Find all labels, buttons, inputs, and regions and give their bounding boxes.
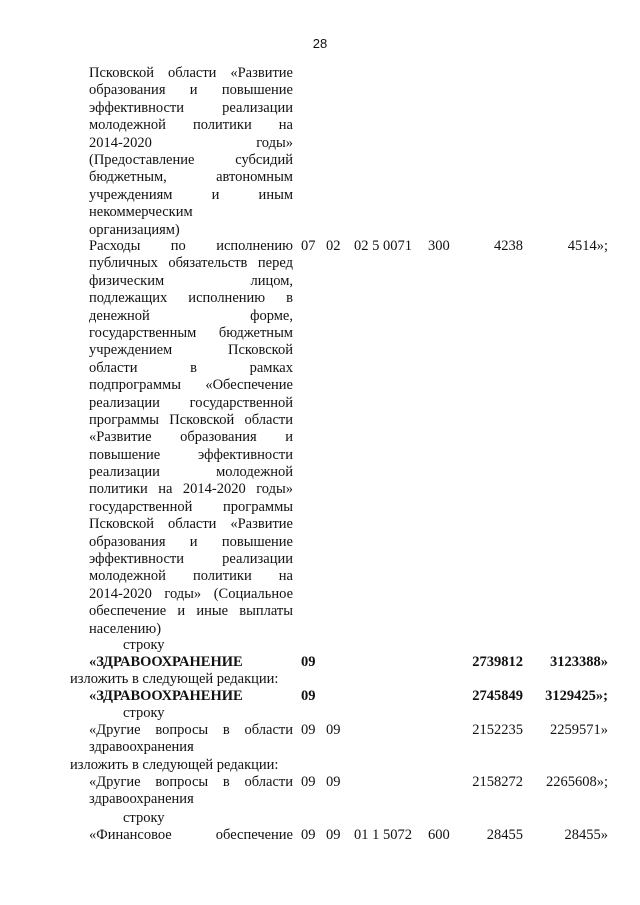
other-old-label xyxy=(89,722,293,757)
edit-instruction-1: изложить в следующей редакции: xyxy=(70,671,279,687)
block1-line: молодежной политики на xyxy=(89,117,293,134)
health-new-rz: 09 xyxy=(301,688,316,704)
health-old-label: «ЗДРАВООХРАНЕНИЕ xyxy=(89,654,243,670)
block2-line: обеспечение и иные выплаты xyxy=(89,603,293,620)
block2-rz: 07 xyxy=(301,238,316,254)
block2-line: эффективности реализации xyxy=(89,551,293,568)
block2-line: государственной программы xyxy=(89,498,293,515)
block2-line: учреждением Псковской xyxy=(89,342,293,359)
block2-line: государственным бюджетным xyxy=(89,324,293,341)
finance-vr: 600 xyxy=(428,827,450,843)
block2-line: Расходы по исполнению xyxy=(89,238,293,254)
block2-line: подлежащих исполнению в xyxy=(89,290,293,307)
block2-line: политики на 2014-2020 годы» xyxy=(89,481,293,498)
block1-line: 2014-2020 годы» xyxy=(89,134,293,151)
finance-line: «Финансовое обеспечение xyxy=(89,827,293,843)
other-new-value-1: 2158272 xyxy=(472,774,523,790)
block1-description xyxy=(89,65,293,239)
block2-line: подпрограммы «Обеспечение xyxy=(89,377,293,394)
finance-label xyxy=(89,827,293,844)
health-new-label: «ЗДРАВООХРАНЕНИЕ xyxy=(89,688,243,704)
block1-line: (Предоставление субсидий xyxy=(89,151,293,168)
block2-description xyxy=(89,238,293,638)
finance-value-2: 28455» xyxy=(564,827,608,843)
stroku-label-3: строку xyxy=(123,810,165,826)
block2-line: физическим лицом, xyxy=(89,272,293,289)
block2-pr: 02 xyxy=(326,238,341,254)
other-old-line-1: «Другие вопросы в области xyxy=(89,722,293,738)
block2-line: молодежной политики на xyxy=(89,568,293,585)
block2-line: реализации молодежной xyxy=(89,464,293,481)
other-old-value-1: 2152235 xyxy=(472,722,523,738)
health-old-rz: 09 xyxy=(301,654,316,670)
other-old-value-2: 2259571» xyxy=(550,722,608,738)
finance-rz: 09 xyxy=(301,827,316,843)
block2-line: реализации государственной xyxy=(89,394,293,411)
block2-line: Псковской области «Развитие xyxy=(89,516,293,533)
stroku-label-2: строку xyxy=(123,705,165,721)
block1-line: Псковской области «Развитие xyxy=(89,65,293,81)
block2-line: повышение эффективности xyxy=(89,446,293,463)
health-old-value-1: 2739812 xyxy=(472,654,523,670)
other-new-line-1: «Другие вопросы в области xyxy=(89,774,293,790)
block2-line: образования и повышение xyxy=(89,533,293,550)
block1-line: бюджетным, автономным xyxy=(89,169,293,186)
other-new-rz: 09 xyxy=(301,774,316,790)
stroku-label-1: строку xyxy=(123,637,165,653)
other-new-line-2: здравоохранения xyxy=(89,791,194,808)
block1-line: некоммерческим xyxy=(89,204,193,221)
finance-value-1: 28455 xyxy=(486,827,523,843)
other-old-pr: 09 xyxy=(326,722,341,738)
page-number: 28 xyxy=(312,36,328,51)
block1-line: образования и повышение xyxy=(89,82,293,99)
block2-line: населению) xyxy=(89,620,162,637)
block2-line: программы Псковской области xyxy=(89,411,293,428)
health-old-value-2: 3123388» xyxy=(550,654,608,670)
other-new-value-2: 2265608»; xyxy=(545,774,608,790)
block2-vr: 300 xyxy=(428,238,450,254)
block2-csr: 02 5 0071 xyxy=(354,238,412,254)
block1-line: учреждениям и иным xyxy=(89,186,293,203)
block2-line: денежной форме, xyxy=(89,307,293,324)
finance-pr: 09 xyxy=(326,827,341,843)
other-old-line-2: здравоохранения xyxy=(89,739,194,756)
health-new-value-1: 2745849 xyxy=(472,688,523,704)
block2-line: публичных обязательств перед xyxy=(89,255,293,272)
edit-instruction-2: изложить в следующей редакции: xyxy=(70,757,279,773)
other-old-rz: 09 xyxy=(301,722,316,738)
other-new-label xyxy=(89,774,293,809)
block1-line: организациям) xyxy=(89,221,180,238)
health-new-value-2: 3129425»; xyxy=(545,688,608,704)
block2-line: 2014-2020 годы» (Социальное xyxy=(89,585,293,602)
block2-line: «Развитие образования и xyxy=(89,429,293,446)
block2-line: области в рамках xyxy=(89,359,293,376)
block1-line: эффективности реализации xyxy=(89,99,293,116)
block2-value-2: 4514»; xyxy=(567,238,608,254)
block2-value-1: 4238 xyxy=(494,238,523,254)
finance-csr: 01 1 5072 xyxy=(354,827,412,843)
other-new-pr: 09 xyxy=(326,774,341,790)
